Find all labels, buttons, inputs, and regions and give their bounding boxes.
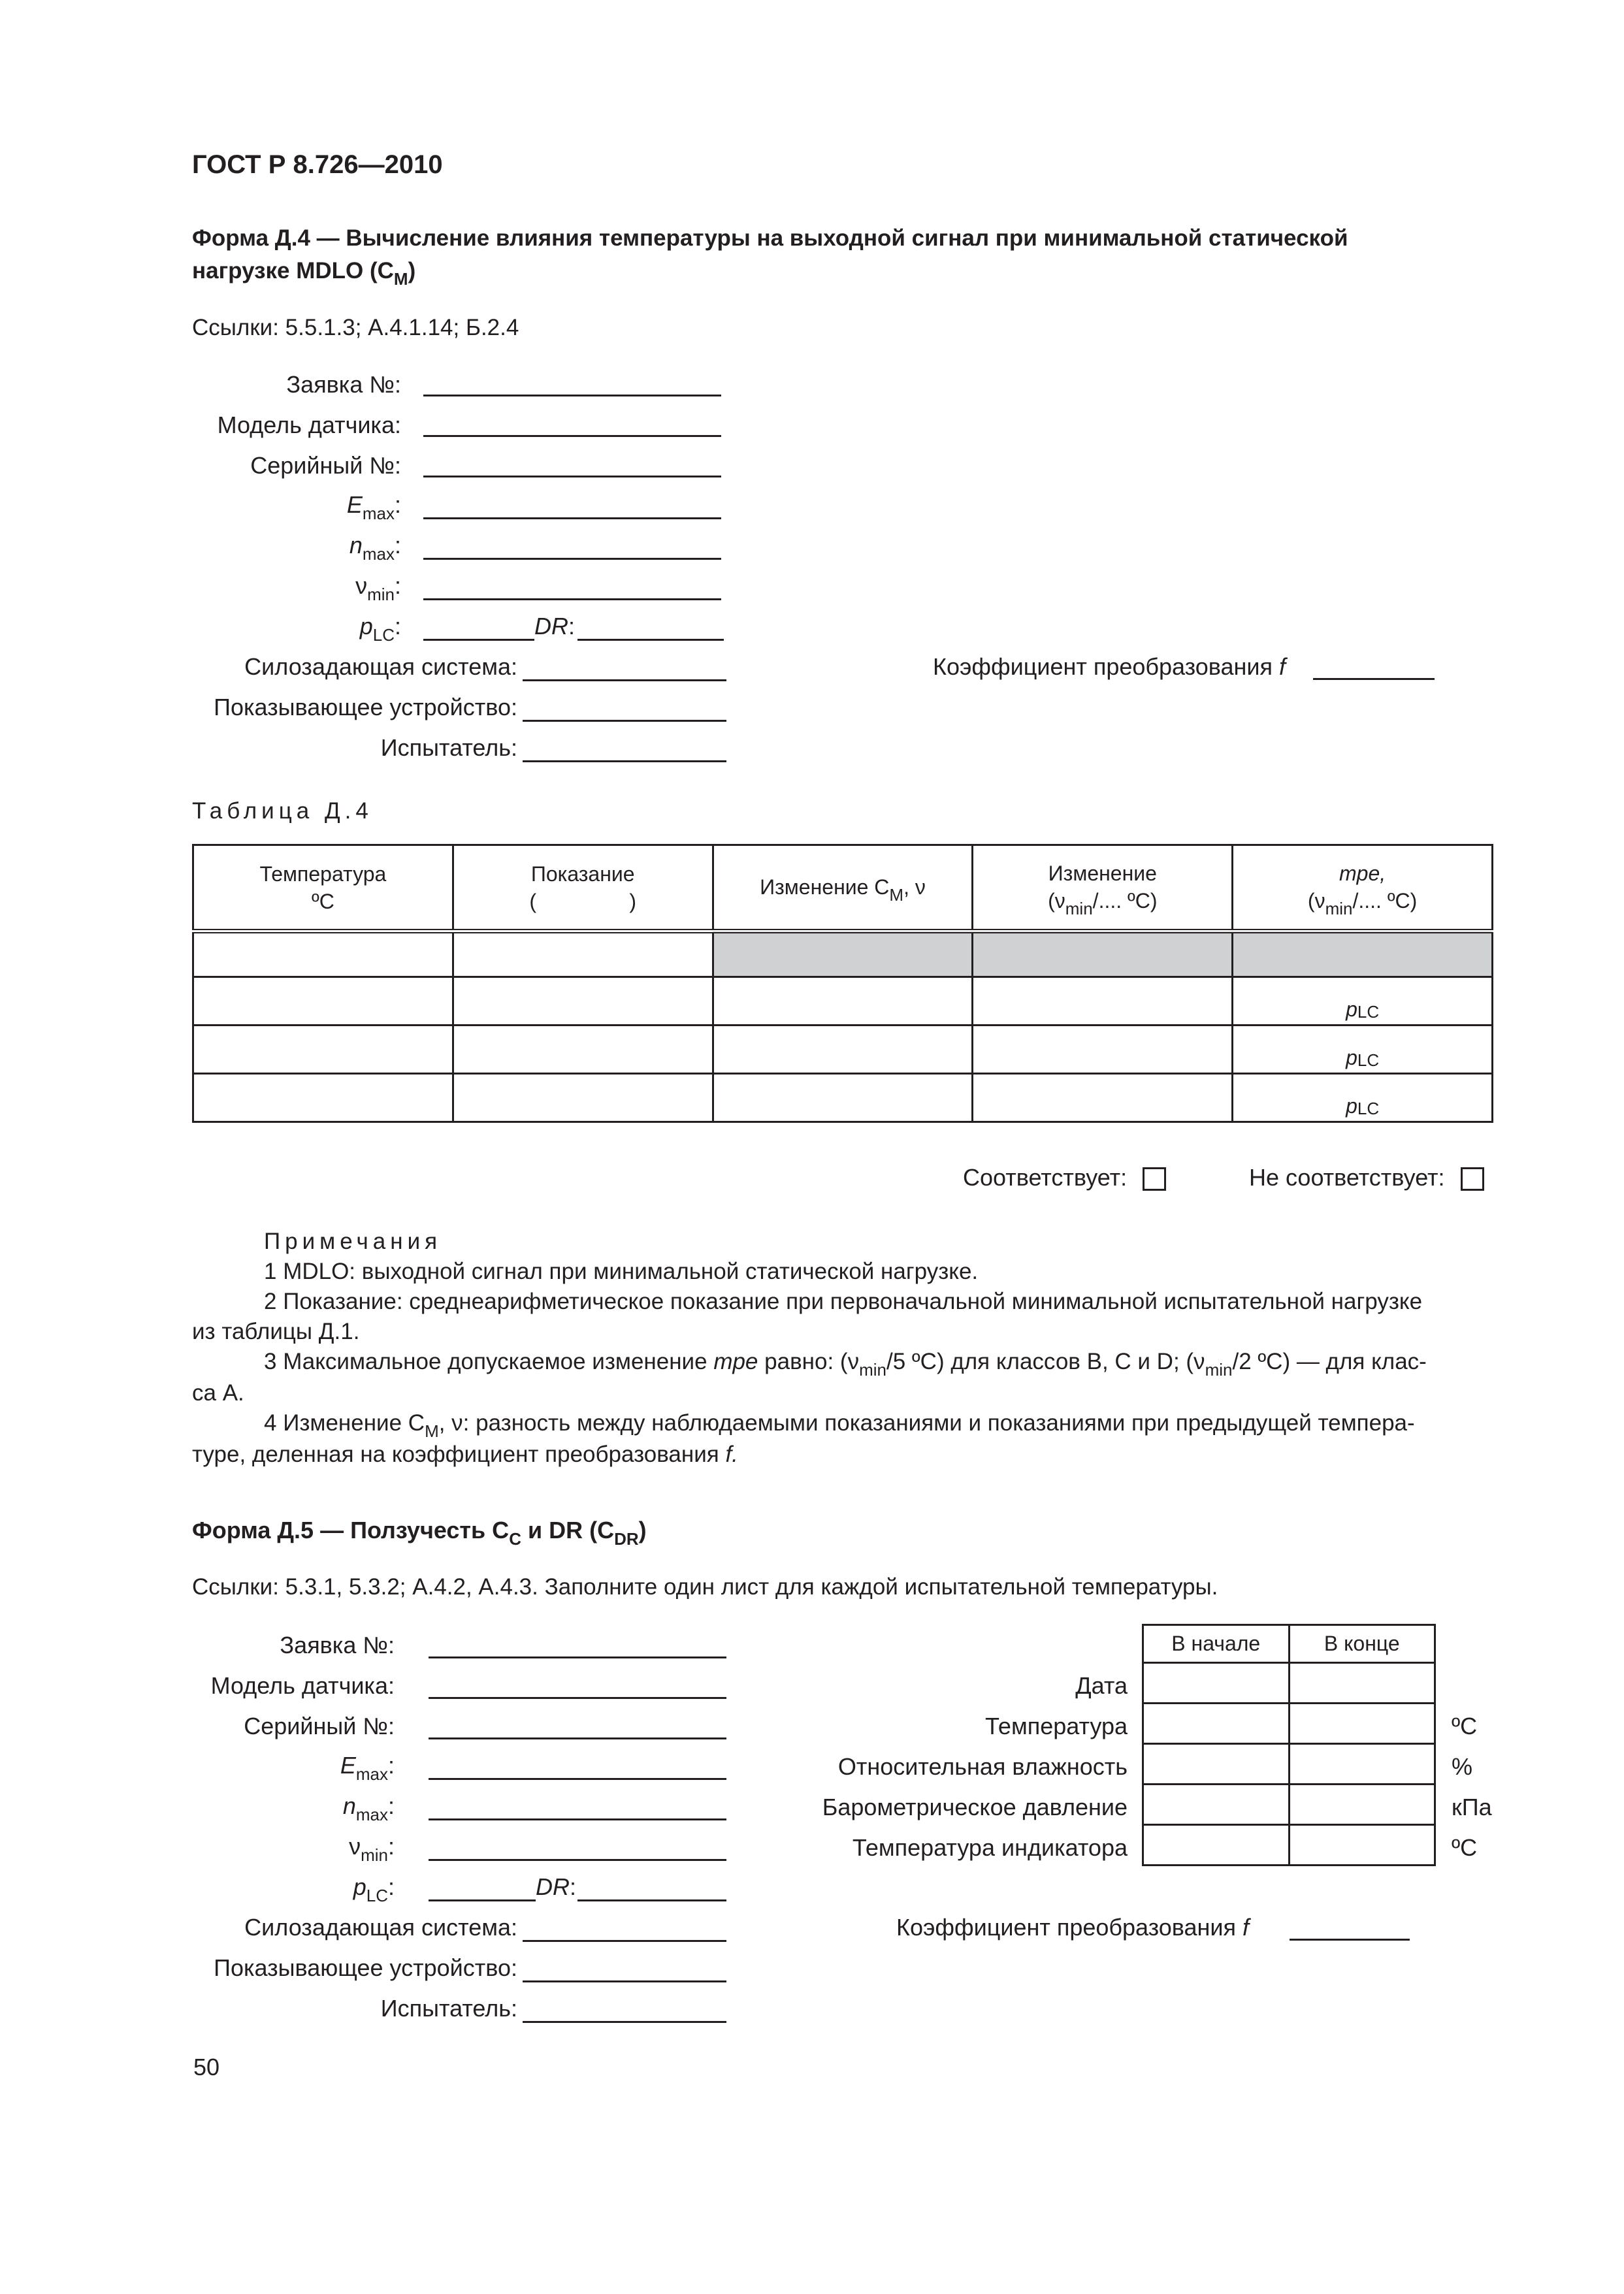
field-application-input[interactable] [423,395,721,396]
table-cell[interactable] [453,931,713,977]
table-cell[interactable] [1289,1663,1435,1704]
table-row [1143,1785,1435,1825]
d5-field-plc-input[interactable] [429,1899,536,1901]
d5-field-emax-input[interactable] [429,1778,726,1780]
table-row [193,1026,1493,1074]
condition-label-pressure: Барометрическое давление [822,1794,1128,1820]
table-row [1143,1704,1435,1744]
table-cell[interactable] [713,977,973,1026]
field-sensor-model-label: Модель датчика: [217,412,401,438]
table-cell[interactable] [1143,1785,1290,1825]
note-2-line1: 2 Показание: среднеарифметическое показание при первоначальной минимальной испытательной нагрузке [264,1289,1423,1314]
field-dr-input[interactable] [577,639,724,641]
d5-field-tester-label: Испытатель: [380,1995,517,2022]
d5-field-force-system-label: Силозадающая система: [244,1914,517,1941]
d5-field-serial-label: Серийный №: [244,1713,395,1739]
field-application-label: Заявка №: [286,371,401,398]
table-d4-header-row [193,845,1493,931]
d5-field-vmin-input[interactable] [429,1859,726,1861]
table-cell[interactable] [713,1074,973,1122]
note-4-line1: 4 Изменение $C_M$, ν: разность между наблюдаемыми показаниями и показаниями при предыдущей темпера- [264,1410,1415,1441]
unit-humidity: % [1452,1753,1473,1780]
table-row [193,931,1493,977]
field-plc-input[interactable] [423,639,534,641]
d5-field-tester-input[interactable] [523,2021,726,2023]
table-cell[interactable] [973,1026,1233,1074]
condition-label-indicator-temp: Температура индикатора [852,1834,1128,1861]
d5-field-vmin-label: $\nu_{min}$: [349,1833,395,1865]
table-cell[interactable] [453,977,713,1026]
table-cell[interactable] [1143,1744,1290,1785]
table-cell[interactable] [713,1026,973,1074]
d5-field-dr-input[interactable] [577,1899,726,1901]
table-cell[interactable] [193,1026,453,1074]
table-cell-plc[interactable]: pLC [1233,977,1493,1026]
complies-option: Соответствует: [963,1164,1166,1191]
d5-field-emax-label: $E_{max}$: [340,1752,395,1784]
note-1: 1 MDLO: выходной сигнал при минимальной статической нагрузке. [264,1259,979,1284]
note-3-line2: са A. [192,1380,244,1406]
form-d4-title-line1: Форма Д.4 — Вычисление влияния температуры на выходной сигнал при минимальной статической [192,225,1348,251]
d5-field-force-system-input[interactable] [523,1940,726,1942]
table-cell[interactable] [193,931,453,977]
note-2-line2: из таблицы Д.1. [192,1319,360,1344]
field-force-system-label: Силозадающая система: [244,653,517,680]
field-serial-label: Серийный №: [250,452,401,479]
d5-field-nmax-input[interactable] [429,1818,726,1820]
page-number: 50 [193,2054,220,2080]
field-force-system-input[interactable] [523,679,726,681]
table-cell[interactable] [1289,1825,1435,1866]
table-cell[interactable] [973,977,1233,1026]
unit-pressure: кПа [1452,1794,1492,1820]
table-d4 [192,844,1493,1123]
condition-label-date: Дата [1075,1672,1128,1699]
table-cell[interactable] [453,1074,713,1122]
header-change-cm: Изменение $C_M$, ν [713,845,973,931]
conditions-header-end: В конце [1289,1625,1435,1663]
table-d4-caption: Таблица Д.4 [192,798,373,824]
form-d4-title-line2: нагрузке MDLO $(C_M)$ [192,258,416,289]
table-row [193,1074,1493,1122]
table-cell[interactable] [193,977,453,1026]
table-cell[interactable] [973,1074,1233,1122]
field-indicator-input[interactable] [523,720,726,722]
d5-field-application-label: Заявка №: [280,1632,395,1658]
field-emax-input[interactable] [423,517,721,519]
table-cell[interactable] [1289,1704,1435,1744]
table-cell-shaded [713,931,973,977]
note-4-line2: туре, деленная на коэффициент преобразования f. [192,1442,738,1467]
notes-block [192,1227,1493,1470]
field-plc-label: $p_{LC}$: [359,613,401,645]
notes-heading: Примечания [264,1229,442,1254]
field-serial-input[interactable] [423,476,721,477]
field-tester-input[interactable] [523,760,726,762]
field-conversion-label: Коэффициент преобразования f [933,653,1286,680]
table-cell-shaded [973,931,1233,977]
d5-field-application-input[interactable] [429,1656,726,1658]
table-cell[interactable] [1143,1704,1290,1744]
d5-field-indicator-label: Показывающее устройство: [214,1954,517,1981]
condition-label-temperature: Температура [984,1713,1128,1739]
form-d5-title: Форма Д.5 — Ползучесть $C_C$ и DR $(C_{DR})$ [192,1517,647,1549]
conditions-table [1142,1624,1436,1866]
table-row [1143,1663,1435,1704]
condition-label-humidity: Относительная влажность [837,1753,1128,1780]
d5-field-sensor-model-label: Модель датчика: [210,1672,395,1699]
complies-checkbox[interactable] [1143,1167,1166,1191]
d5-field-dr-label: DR: [536,1873,577,1900]
field-indicator-label: Показывающее устройство: [214,694,517,720]
unit-indicator-temp: ºС [1452,1834,1478,1861]
conditions-header-start: В начале [1143,1625,1290,1663]
table-row [1143,1744,1435,1785]
table-cell[interactable] [1143,1825,1290,1866]
header-mpe: mpe, ($\nu_{min}/$.... ºС) [1233,845,1493,931]
field-emax-label: $E_{max}$: [346,491,401,523]
d5-field-indicator-input[interactable] [523,1980,726,1982]
field-nmax-input[interactable] [423,558,721,560]
unit-temperature: ºС [1452,1713,1478,1739]
conditions-header-row [1143,1625,1435,1663]
field-tester-label: Испытатель: [380,734,517,761]
d5-field-conversion-input[interactable] [1290,1939,1410,1941]
field-vmin-input[interactable] [423,598,721,600]
table-cell-plc[interactable]: pLC [1233,1074,1493,1122]
not-complies-checkbox[interactable] [1461,1167,1484,1191]
d5-field-nmax-label: $n_{max}$: [342,1792,395,1824]
field-vmin-label: $\nu_{min}$: [355,572,401,604]
note-3-line1: 3 Максимальное допускаемое изменение mpe равно: ($\nu_{min}/5$ ºС) для классов B, C и D; ($\nu_{min}/2$ ºС) — для клас- [264,1349,1427,1380]
table-cell[interactable] [1143,1663,1290,1704]
table-row [193,977,1493,1026]
field-nmax-label: $n_{max}$: [349,532,401,564]
form-d4-refs: Ссылки: 5.5.1.3; А.4.1.14; Б.2.4 [192,315,519,340]
d5-field-conversion-label: Коэффициент преобразования f [896,1914,1250,1941]
field-dr-label: DR: [534,613,576,639]
d5-field-serial-input[interactable] [429,1737,726,1739]
document-code: ГОСТ Р 8.726—2010 [192,150,443,179]
form-d5-refs: Ссылки: 5.3.1, 5.3.2; А.4.2, А.4.3. Заполните один лист для каждой испытательной температуры. [192,1574,1218,1600]
header-reading: Показание ( ) [453,845,713,931]
table-cell[interactable] [453,1026,713,1074]
not-complies-option: Не соответствует: [1249,1164,1484,1191]
table-cell-plc[interactable]: pLC [1233,1026,1493,1074]
table-cell[interactable] [1289,1744,1435,1785]
header-change: Изменение ($\nu_{min}/$.... ºС) [973,845,1233,931]
d5-field-sensor-model-input[interactable] [429,1697,726,1699]
table-row [1143,1825,1435,1866]
table-cell-shaded [1233,931,1493,977]
table-cell[interactable] [193,1074,453,1122]
table-cell[interactable] [1289,1785,1435,1825]
d5-field-plc-label: $p_{LC}$: [353,1873,395,1905]
field-sensor-model-input[interactable] [423,435,721,437]
header-temperature: Температура ºС [193,845,453,931]
form-d4-title [192,222,1492,289]
field-conversion-input[interactable] [1313,678,1435,680]
